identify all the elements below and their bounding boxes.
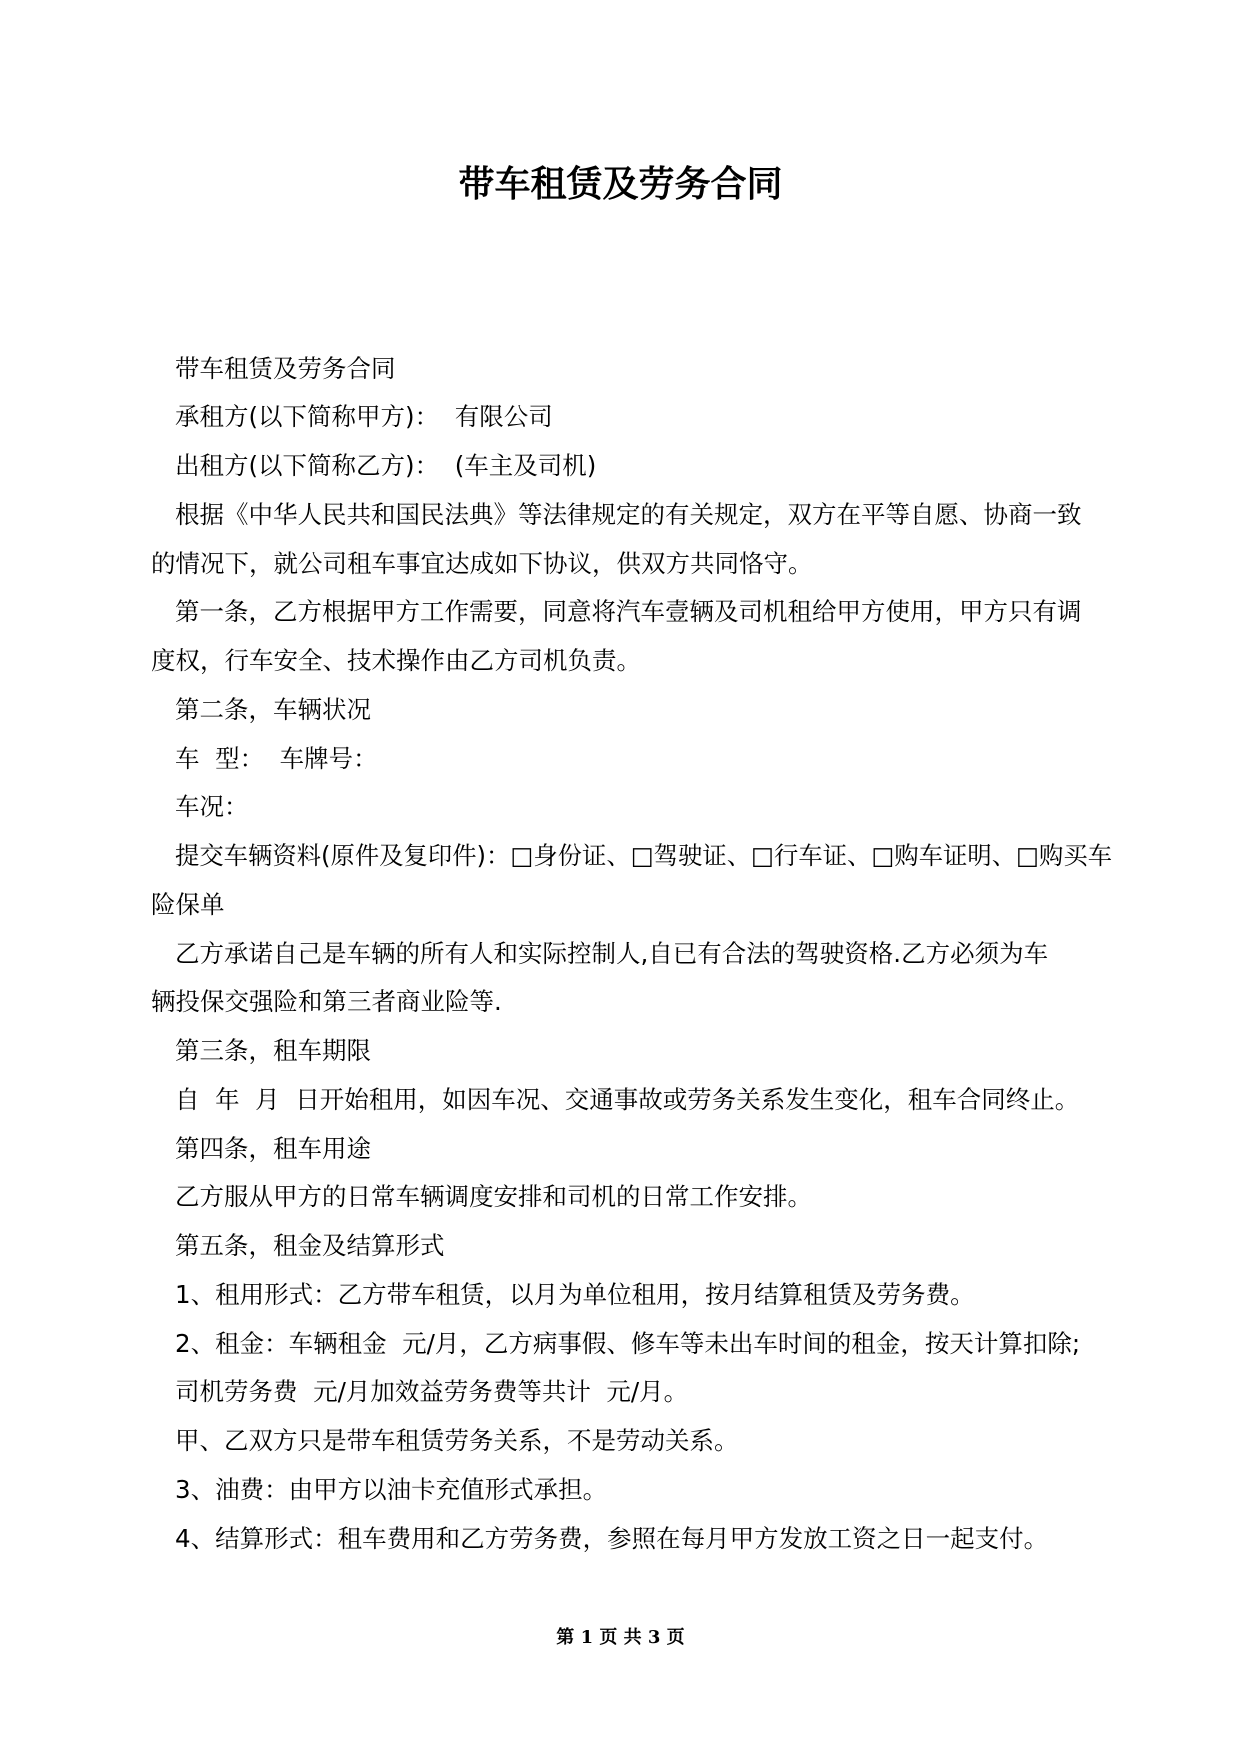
- article-5-heading: [0, 1222, 1241, 1271]
- paragraph-line: [0, 637, 1241, 686]
- line-text: 2、租金：车辆租金 元/月，乙方病事假、修车等未出车时间的租金，按天计算扣除;: [175, 1328, 1081, 1358]
- driver-service-fee-paragraph: [0, 1368, 1241, 1417]
- lessor-commitment-paragraph: [0, 930, 1241, 1028]
- paragraph-line: [0, 1368, 1241, 1417]
- paragraph-line: [0, 588, 1241, 637]
- line-text: 提交车辆资料(原件及复印件)：□身份证、□驾驶证、□行车证、□购车证明、□购买车: [175, 841, 1113, 871]
- line-text: 甲、乙双方只是带车租赁劳务关系，不是劳动关系。: [175, 1426, 739, 1456]
- preamble-paragraph: [0, 491, 1241, 589]
- line-text: 第四条，租车用途: [175, 1133, 371, 1163]
- paragraph-line: [0, 1076, 1241, 1125]
- rental-start-paragraph: [0, 1076, 1241, 1125]
- paragraph-line: [0, 1320, 1241, 1369]
- line-text: 乙方服从甲方的日常车辆调度安排和司机的日常工作安排。: [175, 1182, 812, 1212]
- relationship-statement-paragraph: [0, 1417, 1241, 1466]
- paragraph-line: [0, 832, 1241, 881]
- line-text: 承租方(以下简称甲方)： 有限公司: [175, 402, 553, 432]
- line-text: 车况：: [175, 792, 249, 822]
- lessor-paragraph: [0, 442, 1241, 491]
- paragraph-line: [0, 1271, 1241, 1320]
- line-text: 的情况下，就公司租车事宜达成如下协议，供双方共同恪守。: [151, 548, 813, 578]
- paragraph-line: [0, 735, 1241, 784]
- contract-body: [0, 345, 1241, 1564]
- line-text: 第二条，车辆状况: [175, 694, 371, 724]
- page-footer: 第 1 页 共 3 页: [556, 1627, 685, 1648]
- paragraph-line: [0, 393, 1241, 442]
- line-text: 1、租用形式：乙方带车租赁，以月为单位租用，按月结算租赁及劳务费。: [175, 1279, 975, 1309]
- line-text: 第五条，租金及结算形式: [175, 1231, 445, 1261]
- paragraph-line: [0, 978, 1241, 1027]
- line-text: 4、结算形式：租车费用和乙方劳务费，参照在每月甲方发放工资之日一起支付。: [175, 1523, 1049, 1553]
- paragraph-line: [0, 345, 1241, 394]
- article-1-paragraph: [0, 588, 1241, 686]
- paragraph-line: [0, 491, 1241, 540]
- submitted-documents-paragraph: [0, 832, 1241, 930]
- article-3-heading: [0, 1027, 1241, 1076]
- lessee-paragraph: [0, 393, 1241, 442]
- line-text: 乙方承诺自己是车辆的所有人和实际控制人,自已有合法的驾驶资格.乙方必须为车: [175, 938, 1049, 968]
- paragraph-line: [0, 442, 1241, 491]
- line-text: 第一条，乙方根据甲方工作需要，同意将汽车壹辆及司机租给甲方使用，甲方只有调: [175, 597, 1082, 627]
- vehicle-model-plate-paragraph: [0, 735, 1241, 784]
- item-1-rental-form: [0, 1271, 1241, 1320]
- rental-purpose-paragraph: [0, 1173, 1241, 1222]
- line-text: 度权，行车安全、技术操作由乙方司机负责。: [151, 646, 641, 676]
- paragraph-line: [0, 686, 1241, 735]
- line-text: 3、油费：由甲方以油卡充值形式承担。: [175, 1474, 608, 1504]
- article-2-heading: [0, 686, 1241, 735]
- line-text: 自 年 月 日开始租用，如因车况、交通事故或劳务关系发生变化，租车合同终止。: [175, 1084, 1080, 1114]
- line-text: 根据《中华人民共和国民法典》等法律规定的有关规定，双方在平等自愿、协商一致: [175, 499, 1082, 529]
- line-text: 第三条，租车期限: [175, 1036, 371, 1066]
- article-4-heading: [0, 1125, 1241, 1174]
- vehicle-condition-paragraph: [0, 783, 1241, 832]
- line-text: 司机劳务费 元/月加效益劳务费等共计 元/月。: [175, 1377, 689, 1407]
- contract-name-paragraph: [0, 345, 1241, 394]
- paragraph-line: [0, 1515, 1241, 1564]
- line-text: 带车租赁及劳务合同: [175, 353, 396, 383]
- paragraph-line: [0, 1027, 1241, 1076]
- paragraph-line: [0, 1173, 1241, 1222]
- item-2-rent: [0, 1320, 1241, 1369]
- paragraph-line: [0, 1466, 1241, 1515]
- paragraph-line: [0, 783, 1241, 832]
- paragraph-line: [0, 881, 1241, 930]
- paragraph-line: [0, 540, 1241, 589]
- line-text: 出租方(以下简称乙方)： (车主及司机): [175, 451, 597, 481]
- line-text: 车 型： 车牌号：: [175, 743, 378, 773]
- paragraph-line: [0, 1417, 1241, 1466]
- paragraph-line: [0, 930, 1241, 979]
- item-4-settlement: [0, 1515, 1241, 1564]
- line-text: 险保单: [151, 889, 225, 919]
- item-3-fuel-cost: [0, 1466, 1241, 1515]
- line-text: 辆投保交强险和第三者商业险等.: [151, 987, 502, 1017]
- paragraph-line: [0, 1125, 1241, 1174]
- document-title: 带车租赁及劳务合同: [458, 164, 783, 205]
- paragraph-line: [0, 1222, 1241, 1271]
